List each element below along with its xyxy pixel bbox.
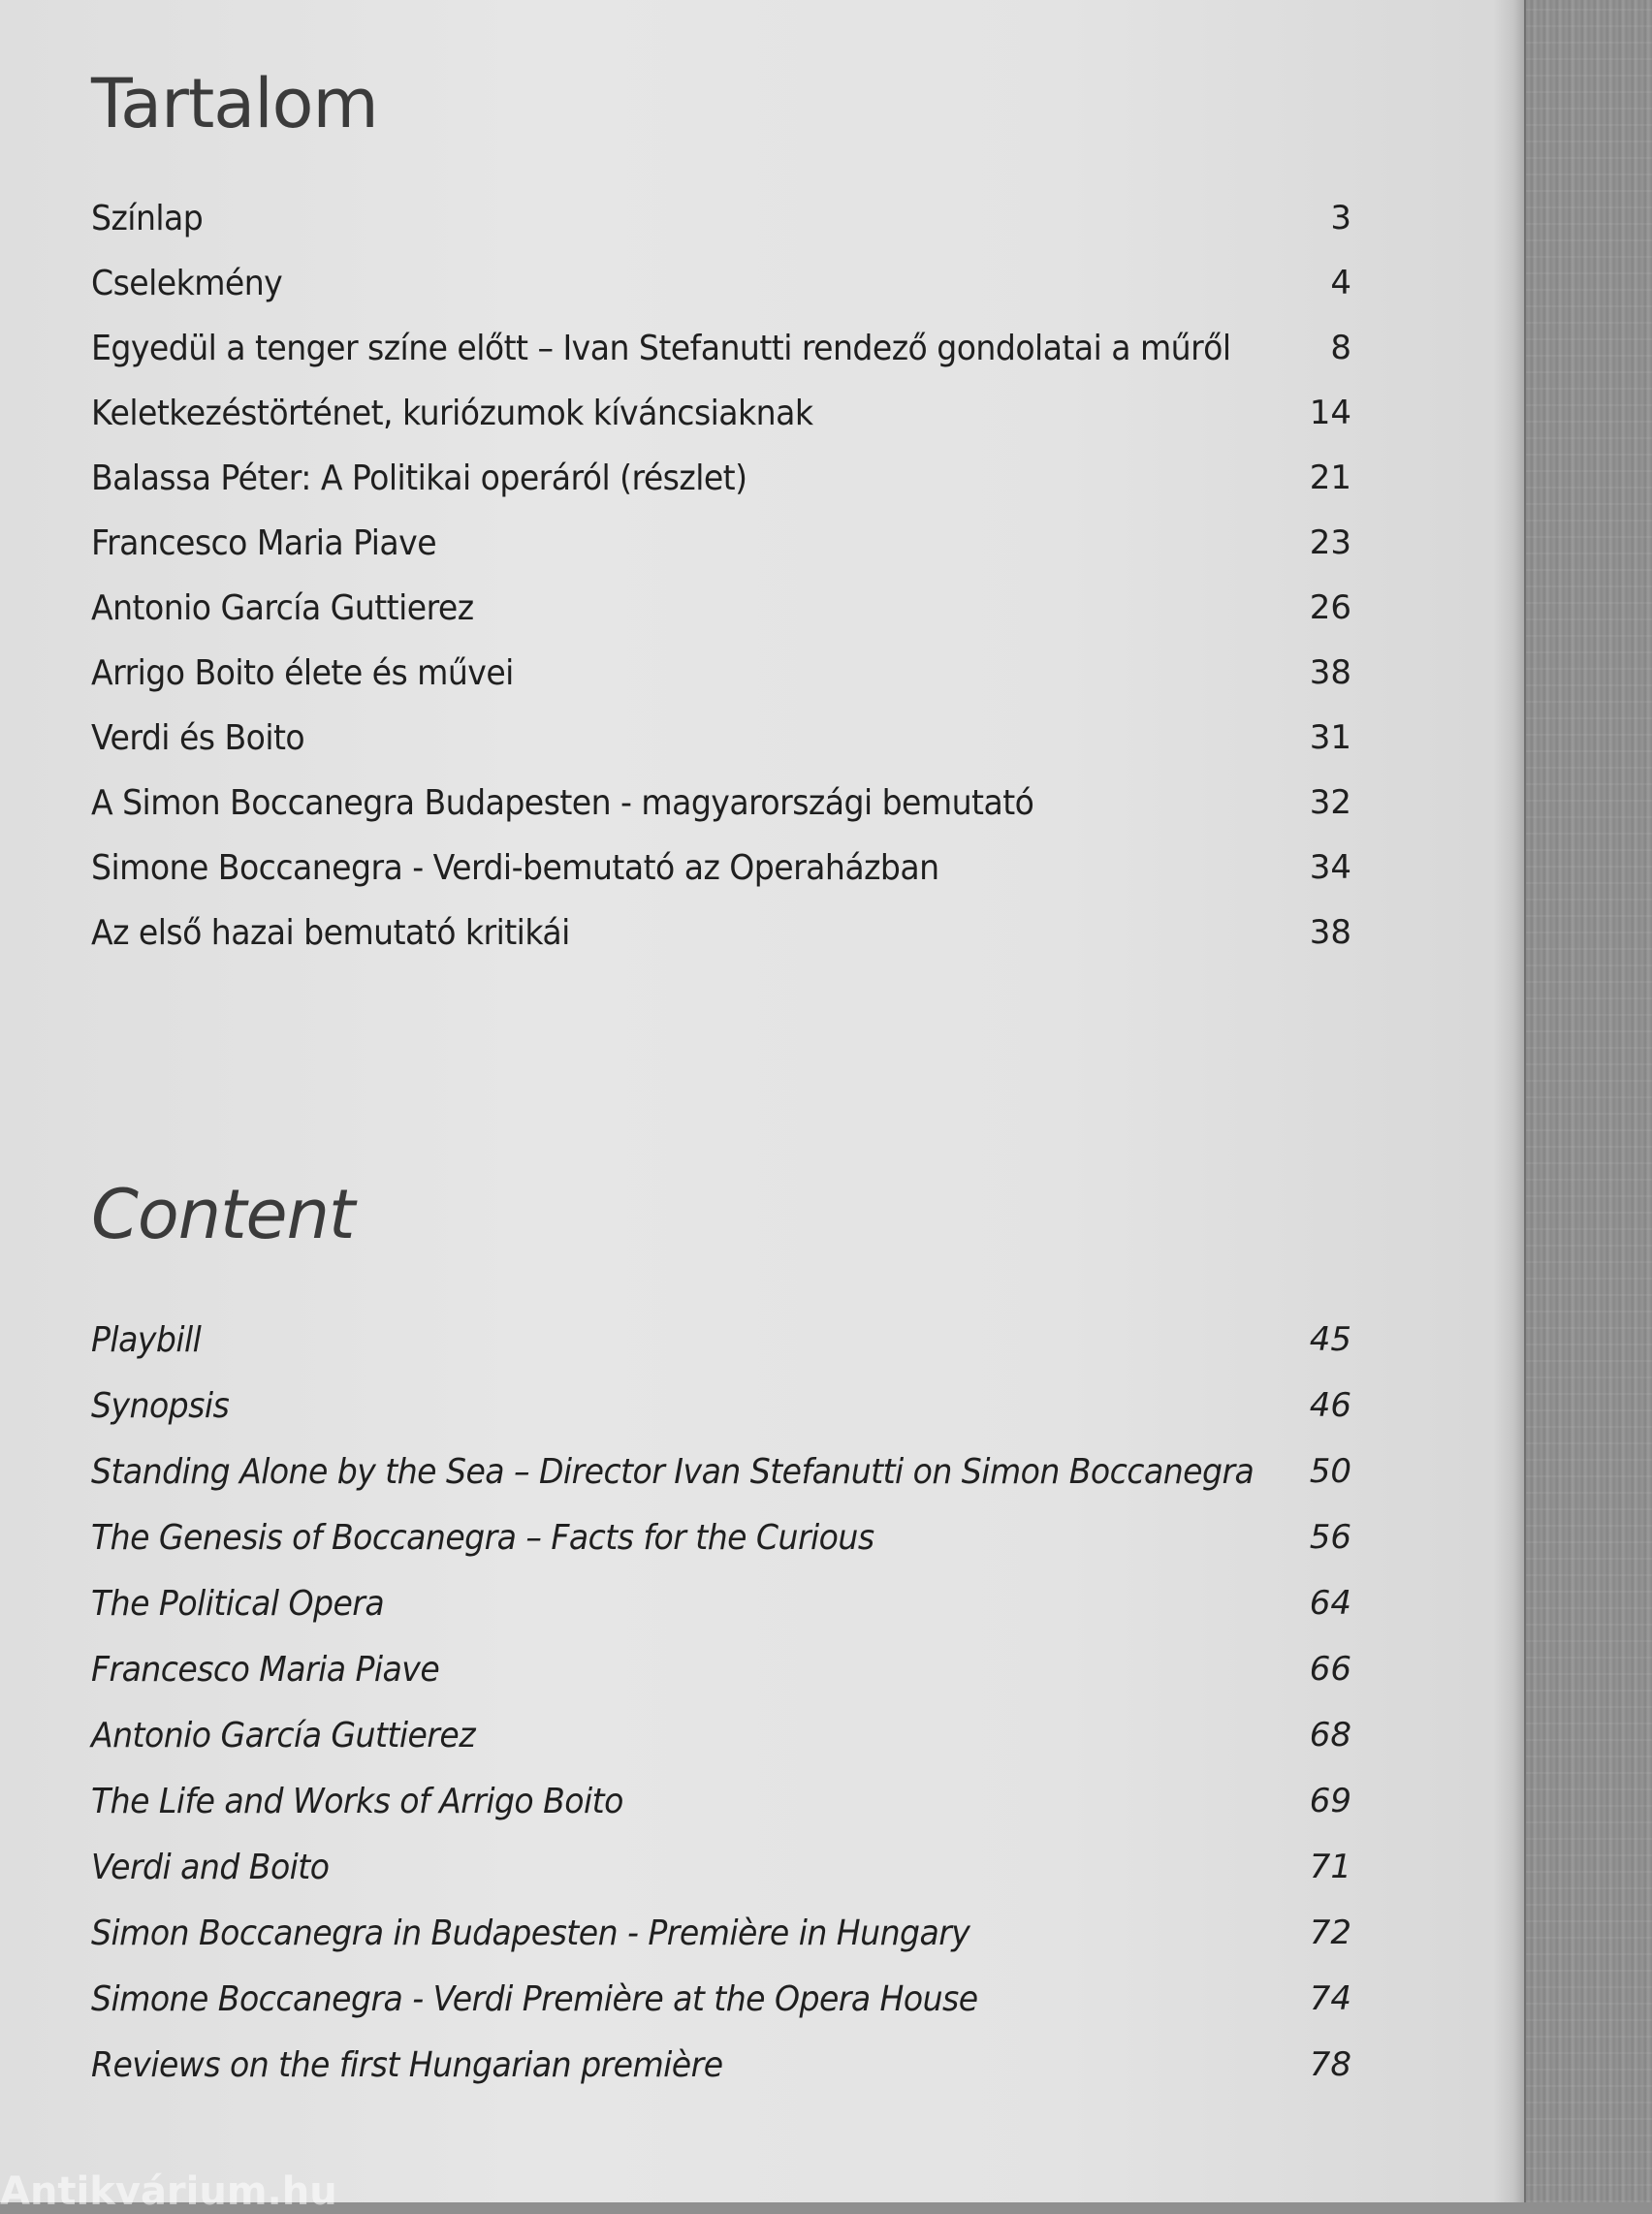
- toc-row: [0, 2045, 1524, 2103]
- toc-entry-page: 45: [1309, 1320, 1351, 1359]
- toc-entry-page: 21: [1309, 459, 1351, 497]
- toc-entry-page: 68: [1309, 1716, 1351, 1755]
- toc-row: [0, 718, 1524, 776]
- toc-entry-page: 14: [1309, 394, 1351, 432]
- toc-entry-title: Verdi and Boito: [91, 1848, 330, 1887]
- toc-entry-page: 32: [1309, 783, 1351, 822]
- toc-entry-page: 34: [1309, 848, 1351, 887]
- toc-entry-page: 23: [1309, 523, 1351, 562]
- english-toc-heading: Content: [91, 1175, 355, 1254]
- toc-row: [0, 1650, 1524, 1708]
- toc-entry-page: 38: [1309, 653, 1351, 692]
- toc-entry-page: 31: [1309, 718, 1351, 757]
- toc-row: [0, 1979, 1524, 2038]
- toc-row: [0, 459, 1524, 517]
- toc-entry-title: Francesco Maria Piave: [91, 523, 437, 563]
- toc-entry-title: Reviews on the first Hungarian première: [91, 2045, 723, 2085]
- toc-row: [0, 199, 1524, 257]
- toc-row: [0, 1716, 1524, 1774]
- toc-entry-page: 69: [1309, 1782, 1351, 1820]
- toc-entry-page: 56: [1309, 1518, 1351, 1557]
- toc-entry-page: 78: [1309, 2045, 1351, 2084]
- toc-row: [0, 783, 1524, 841]
- toc-entry-title: Simon Boccanegra in Budapesten - Première in Hungary: [91, 1914, 970, 1953]
- toc-row: [0, 653, 1524, 712]
- toc-entry-title: Synopsis: [91, 1386, 230, 1426]
- toc-row: [0, 1782, 1524, 1840]
- toc-entry-title: Az első hazai bemutató kritikái: [91, 913, 570, 953]
- toc-entry-title: Francesco Maria Piave: [91, 1650, 440, 1690]
- toc-entry-page: 74: [1309, 1979, 1351, 2018]
- toc-entry-title: Antonio García Guttierez: [91, 1716, 476, 1755]
- toc-entry-title: Cselekmény: [91, 264, 283, 303]
- toc-entry-page: 8: [1330, 329, 1351, 367]
- toc-entry-page: 26: [1309, 588, 1351, 627]
- toc-row: [0, 588, 1524, 647]
- toc-row: [0, 523, 1524, 582]
- toc-entry-title: Egyedül a tenger színe előtt – Ivan Stefanutti rendező gondolatai a műről: [91, 329, 1231, 368]
- toc-entry-page: 4: [1330, 264, 1351, 302]
- toc-entry-title: Keletkezéstörténet, kuriózumok kíváncsiaknak: [91, 394, 813, 433]
- toc-entry-page: 72: [1309, 1914, 1351, 1952]
- toc-entry-page: 64: [1309, 1584, 1351, 1623]
- toc-entry-title: The Genesis of Boccanegra – Facts for the Curious: [91, 1518, 874, 1558]
- toc-entry-title: Színlap: [91, 199, 204, 238]
- toc-entry-title: Antonio García Guttierez: [91, 588, 474, 628]
- toc-entry-page: 3: [1330, 199, 1351, 237]
- toc-entry-title: Arrigo Boito élete és művei: [91, 653, 514, 693]
- watermark: Antikvárium.hu: [0, 2169, 337, 2214]
- toc-row: [0, 1452, 1524, 1510]
- toc-row: [0, 1320, 1524, 1378]
- toc-entry-title: The Political Opera: [91, 1584, 385, 1624]
- toc-row: [0, 329, 1524, 387]
- toc-entry-title: Balassa Péter: A Politikai operáról (részlet): [91, 459, 747, 498]
- toc-row: [0, 1584, 1524, 1642]
- background-surface: [1526, 0, 1652, 2202]
- toc-entry-title: The Life and Works of Arrigo Boito: [91, 1782, 623, 1821]
- toc-row: [0, 913, 1524, 971]
- toc-entry-title: Playbill: [91, 1320, 202, 1360]
- toc-entry-title: Standing Alone by the Sea – Director Ivan Stefanutti on Simon Boccanegra: [91, 1452, 1255, 1492]
- toc-entry-page: 38: [1309, 913, 1351, 952]
- toc-row: [0, 394, 1524, 452]
- toc-entry-title: Simone Boccanegra - Verdi-bemutató az Operaházban: [91, 848, 939, 888]
- toc-entry-title: Verdi és Boito: [91, 718, 305, 758]
- toc-row: [0, 1386, 1524, 1444]
- toc-row: [0, 1914, 1524, 1972]
- toc-entry-title: A Simon Boccanegra Budapesten - magyarországi bemutató: [91, 783, 1034, 823]
- toc-row: [0, 848, 1524, 906]
- toc-row: [0, 1518, 1524, 1576]
- toc-entry-page: 46: [1309, 1386, 1351, 1425]
- toc-entry-page: 71: [1309, 1848, 1351, 1886]
- toc-row: [0, 1848, 1524, 1906]
- toc-entry-page: 66: [1309, 1650, 1351, 1689]
- hungarian-toc-heading: Tartalom: [91, 64, 378, 143]
- toc-entry-title: Simone Boccanegra - Verdi Première at the Opera House: [91, 1979, 978, 2019]
- toc-row: [0, 264, 1524, 322]
- toc-entry-page: 50: [1309, 1452, 1351, 1491]
